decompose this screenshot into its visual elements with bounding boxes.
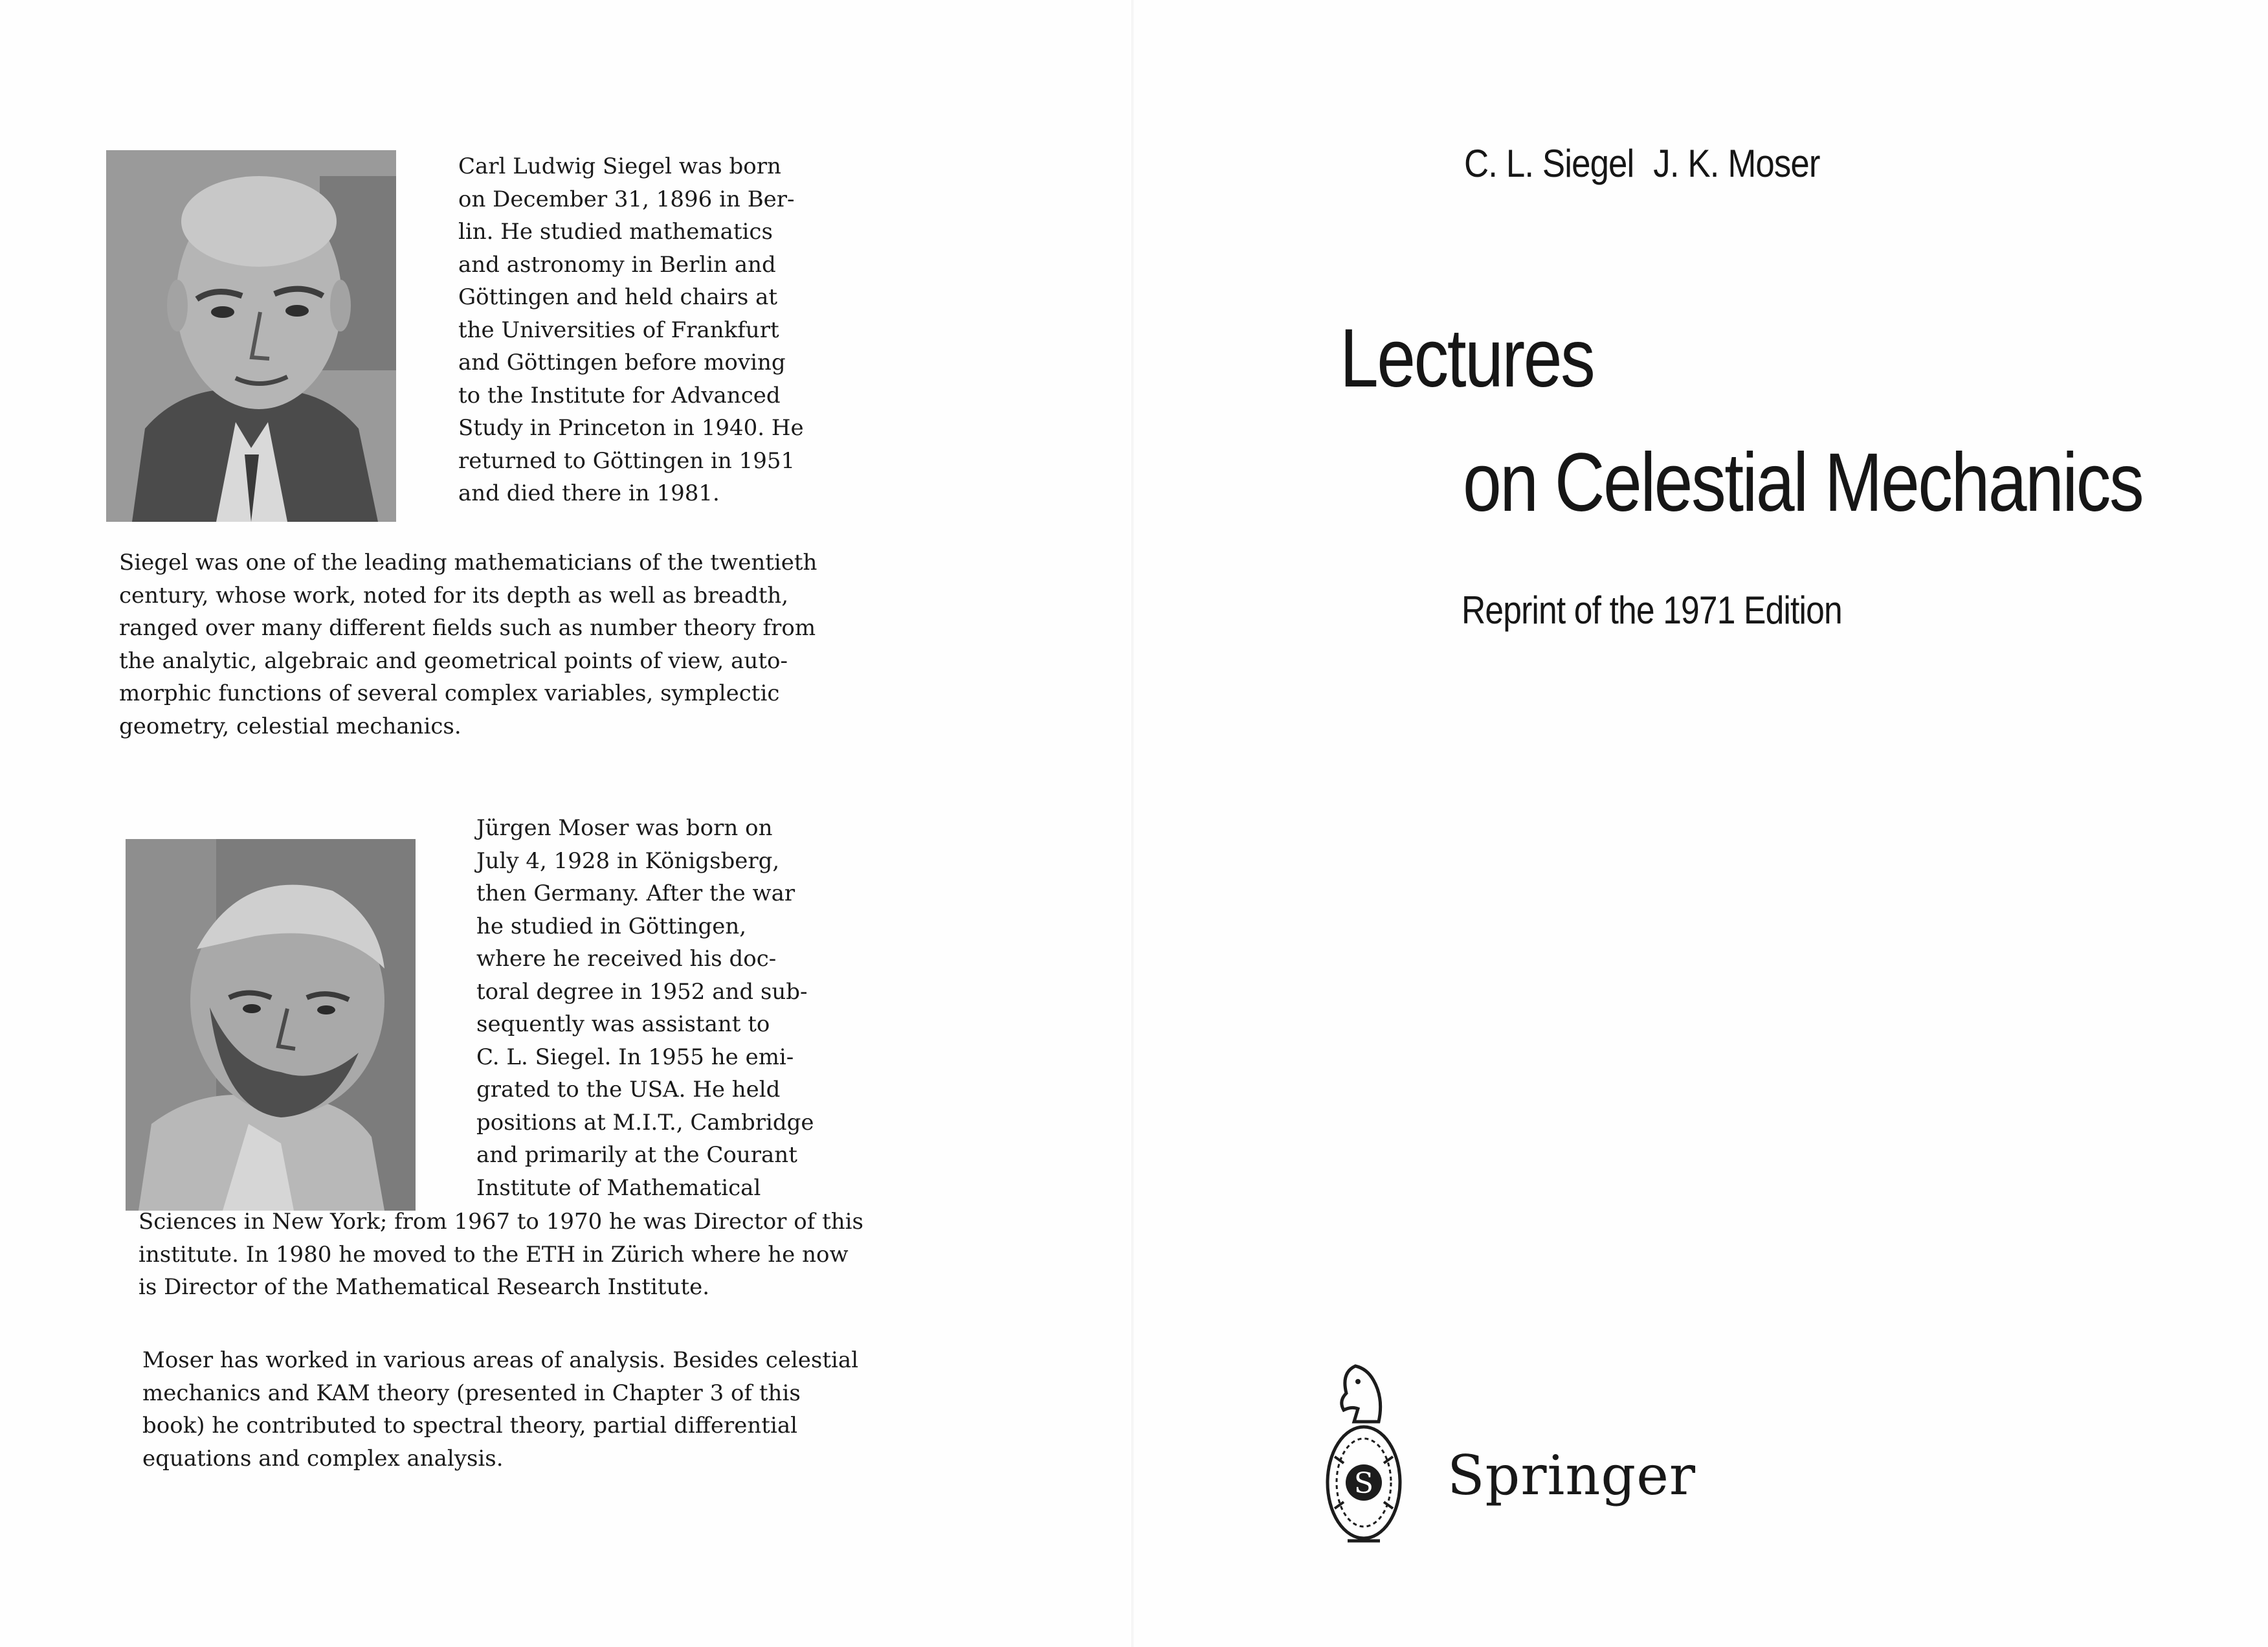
siegel-photo [106, 150, 396, 522]
text-line: and died there in 1981. [458, 480, 720, 506]
text-line: he studied in Göttingen, [476, 913, 747, 939]
text-line: grated to the USA. He held [476, 1077, 781, 1103]
text-line: returned to Göttingen in 1951 [458, 447, 795, 474]
moser-bio [476, 812, 814, 1204]
text-line: and primarily at the Courant [476, 1142, 797, 1168]
text-line: the analytic, algebraic and geometrical points of view, auto- [119, 647, 788, 674]
author-siegel: C. L. Siegel [1464, 142, 1634, 185]
text-line: Sciences in New York; from 1967 to 1970 he was Director of this [139, 1209, 863, 1235]
text-line: morphic functions of several complex variables, symplectic [119, 680, 780, 706]
moser-paragraph [142, 1344, 858, 1475]
text-line: ranged over many different fields such as number theory from [119, 615, 816, 641]
book-title-line-1: Lectures [1340, 312, 1594, 405]
moser-bio-continued [139, 1205, 863, 1304]
moser-photo [126, 839, 416, 1211]
text-line: and Göttingen before moving [458, 350, 786, 375]
text-line: sequently was assistant to [476, 1011, 770, 1037]
text-line: the Universities of Frankfurt [458, 317, 779, 343]
text-line: July 4, 1928 in Königsberg, [476, 847, 780, 874]
text-line: and astronomy in Berlin and [458, 251, 776, 278]
text-line: equations and complex analysis. [142, 1445, 504, 1472]
text-line: where he received his doc- [476, 946, 777, 972]
text-line: mechanics and KAM theory (presented in Chapter 3 of this [142, 1380, 801, 1406]
siegel-paragraph [119, 546, 817, 743]
text-line: Study in Princeton in 1940. He [458, 415, 804, 441]
text-line: Göttingen and held chairs at [458, 284, 778, 310]
text-line: Jürgen Moser was born on [476, 815, 773, 841]
text-line: Moser has worked in various areas of analysis. Besides celestial [142, 1347, 859, 1373]
text-line: is Director of the Mathematical Research Institute. [139, 1274, 710, 1300]
text-line: on December 31, 1896 in Ber- [458, 186, 795, 212]
text-line: lin. He studied mathematics [458, 219, 773, 245]
authors [1464, 141, 1840, 186]
text-line: century, whose work, noted for its depth as well as breadth, [119, 582, 789, 609]
text-line: Carl Ludwig Siegel was born [458, 153, 781, 179]
text-line: Siegel was one of the leading mathematicians of the twentieth [119, 550, 817, 576]
text-line: institute. In 1980 he moved to the ETH in Zürich where he now [139, 1241, 849, 1268]
right-page [1134, 0, 2268, 1647]
publisher-name: Springer [1447, 1444, 1696, 1507]
text-line: positions at M.I.T., Cambridge [476, 1109, 814, 1136]
springer-knight-icon [1322, 1360, 1406, 1554]
text-line: to the Institute for Advanced [458, 382, 781, 409]
siegel-portrait-image [106, 150, 396, 522]
svg-text:S: S [1353, 1467, 1374, 1500]
siegel-bio [458, 150, 804, 510]
text-line: C. L. Siegel. In 1955 he emi- [476, 1044, 794, 1070]
text-line: book) he contributed to spectral theory, partial differential [142, 1413, 797, 1439]
moser-portrait-image [126, 839, 416, 1211]
author-moser: J. K. Moser [1653, 142, 1820, 185]
text-line: then Germany. After the war [476, 880, 795, 906]
text-line: geometry, celestial mechanics. [119, 713, 461, 739]
text-line: Institute of Mathematical [476, 1174, 761, 1201]
text-line: toral degree in 1952 and sub- [476, 978, 808, 1005]
edition-subtitle: Reprint of the 1971 Edition [1462, 588, 1842, 632]
book-title-line-2: on Celestial Mechanics [1463, 436, 2143, 529]
